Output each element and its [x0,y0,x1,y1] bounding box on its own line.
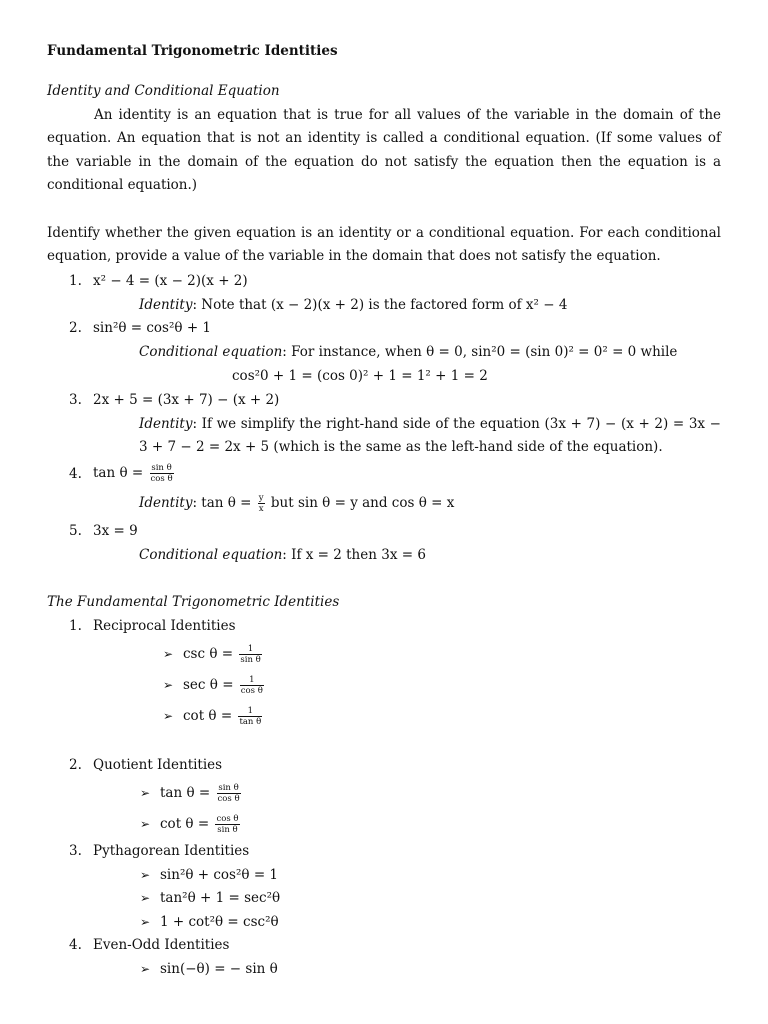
fraction-numerator: 1 [240,675,264,686]
fraction-numerator: sin θ [218,783,239,793]
item-note-continued: 3 + 7 − 2 = 2x + 5 (which is the same as the left-hand side of the equation). [139,439,663,455]
identity-entry [140,811,242,837]
group-heading-even-odd: Even-Odd Identities [93,937,230,953]
identity-lhs: sec θ = [183,677,234,693]
identity-lhs: cot θ = [160,816,210,832]
item-explanation [139,489,454,517]
arrow-bullet-icon: ➢ [140,868,151,882]
instructions-paragraph: Identify whether the given equation is an identity or a conditional equation. For each conditional equation, provide a value of the variable in the domain that does not satisfy the equation. [47,225,721,265]
group-heading-quotient: Quotient Identities [93,757,223,773]
identity-entry [163,672,266,698]
fraction [258,493,265,514]
group-number: 4. [69,937,82,953]
fraction-denominator: sin θ [240,655,261,665]
item-number: 4. [69,466,82,482]
identity-text: sin(−θ) = − sin θ [160,961,278,977]
fraction-denominator: x [258,504,264,514]
group-number: 1. [69,618,82,634]
item-note-continued: but sin θ = y and cos θ = x [270,495,455,511]
arrow-bullet-icon: ➢ [140,786,151,800]
group-number: 2. [69,757,82,773]
item-note: : If we simplify the right-hand side of the equation (3x + 7) − (x + 2) = 3x − [192,416,721,432]
identity-entry [140,866,278,884]
item-label: Conditional equation [139,547,283,563]
document-title: Fundamental Trigonometric Identities [47,43,338,59]
item-explanation [139,415,721,433]
item-label: Identity [139,297,193,313]
intro-paragraph: An identity is an equation that is true for all values of the variable in the domain of the equation. An equation that is not an identity is called a conditional equation. (If some values of the variable in the domain of the equation do not satisfy the equation then the equation is a conditional equation.) [47,107,721,193]
item-number: 1. [69,273,82,289]
identity-text: 1 + cot²θ = csc²θ [160,914,279,930]
item-number: 2. [69,320,82,336]
group-number: 3. [69,843,82,859]
fraction-numerator: sin θ [151,463,172,473]
item-equation [93,459,176,487]
arrow-bullet-icon: ➢ [140,817,151,831]
fraction [150,463,174,484]
fraction [215,814,239,835]
identity-text: sin²θ + cos²θ = 1 [160,867,279,883]
item-label: Conditional equation [139,344,283,360]
identity-lhs: csc θ = [183,646,234,662]
group-heading-pythagorean: Pythagorean Identities [93,843,250,859]
item-number: 3. [69,392,82,408]
arrow-bullet-icon: ➢ [140,891,151,905]
identity-entry [140,780,243,806]
arrow-bullet-icon: ➢ [163,647,174,661]
arrow-bullet-icon: ➢ [163,678,174,692]
identity-lhs: cot θ = [183,708,233,724]
item-note: : Note that (x − 2)(x + 2) is the factored form of x² − 4 [192,297,568,313]
item-equation: x² − 4 = (x − 2)(x + 2) [93,273,248,289]
fraction [217,783,241,804]
item-equation: 3x = 9 [93,523,138,539]
identity-lhs: tan θ = [160,785,211,801]
equation-lhs: tan θ = [93,465,144,481]
item-note: : If x = 2 then 3x = 6 [282,547,426,563]
fraction-denominator: cos θ [217,794,240,804]
item-explanation [139,296,567,314]
item-label: Identity [139,416,193,432]
section-title-fundamental: The Fundamental Trigonometric Identities [47,594,340,610]
identity-entry [140,960,278,978]
identity-text: tan²θ + 1 = sec²θ [160,890,281,906]
arrow-bullet-icon: ➢ [140,915,151,929]
fraction-numerator: y [258,493,264,503]
arrow-bullet-icon: ➢ [140,962,151,976]
fraction-denominator: tan θ [239,717,262,727]
item-explanation [139,546,426,564]
arrow-bullet-icon: ➢ [163,709,174,723]
item-equation: 2x + 5 = (3x + 7) − (x + 2) [93,392,280,408]
fraction-denominator: sin θ [217,825,238,835]
fraction [239,644,261,665]
fraction [240,675,264,696]
item-label: Identity [139,495,193,511]
item-note-continued: cos²0 + 1 = (cos 0)² + 1 = 1² + 1 = 2 [232,368,488,384]
fraction-denominator: cos θ [240,686,263,696]
fraction-numerator: cos θ [216,814,239,824]
fraction-numerator: 1 [239,644,261,655]
fraction-numerator: 1 [238,706,262,717]
item-explanation [139,343,677,361]
identity-entry [163,703,264,729]
fraction [238,706,262,727]
item-note: : For instance, when θ = 0, sin²0 = (sin 0)² = 0² = 0 while [282,344,678,360]
item-note: : tan θ = [192,495,252,511]
fraction-denominator: cos θ [150,474,173,484]
item-equation: sin²θ = cos²θ + 1 [93,320,212,336]
identity-entry [140,889,280,907]
identity-entry [140,913,279,931]
section-title-identity: Identity and Conditional Equation [47,83,280,99]
item-number: 5. [69,523,82,539]
identity-entry [163,641,264,667]
group-heading-reciprocal: Reciprocal Identities [93,618,236,634]
